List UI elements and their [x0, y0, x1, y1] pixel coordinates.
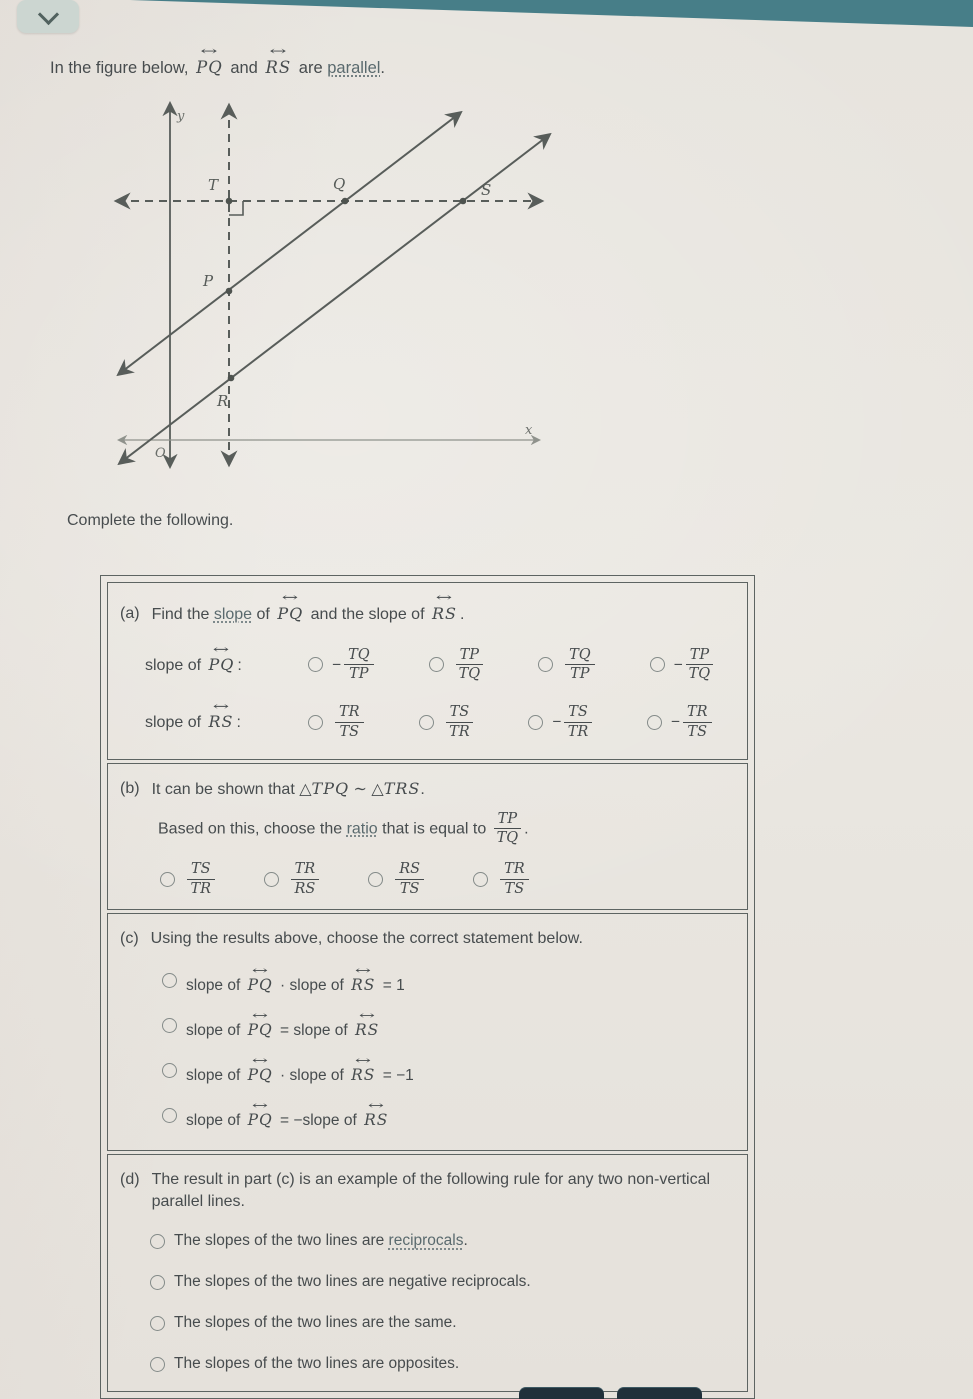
- line-letters: PQ: [247, 975, 273, 994]
- fraction-numerator: TS: [446, 704, 474, 723]
- radio-button[interactable]: [528, 715, 543, 730]
- part-a-rows: [120, 641, 735, 741]
- part-d-option-3[interactable]: [150, 1314, 735, 1332]
- radio-button[interactable]: [162, 973, 177, 988]
- fraction-numerator: TS: [187, 861, 215, 880]
- line-letters: RS: [351, 1065, 376, 1084]
- label-Q: Q: [333, 175, 346, 193]
- double-arrow-overline-icon: ↔: [252, 1054, 269, 1068]
- option-label: [443, 704, 477, 740]
- double-arrow-overline-icon: ↔: [212, 699, 230, 714]
- option-label: The slopes of the two lines are reciprocals.: [174, 1232, 468, 1250]
- part-c: [107, 913, 748, 1151]
- fraction-denominator: TP: [349, 666, 369, 683]
- fraction-numerator: TR: [683, 704, 712, 723]
- line-letters: PQ: [208, 654, 235, 674]
- option-label: [332, 704, 367, 740]
- chevron-down-icon: [37, 3, 58, 24]
- label-S: S: [481, 181, 492, 199]
- math-text: TPQ: [311, 779, 350, 798]
- line-notation: [247, 1009, 273, 1039]
- line-letters: RS: [431, 604, 457, 623]
- part-a-row1-option-4[interactable]: [650, 647, 717, 683]
- option-label: − $\frac{TP}{TQ}$: [674, 647, 717, 683]
- line-notation: [208, 699, 234, 732]
- part-d-prompt: The result in part (c) is an example of the following rule for any two non-vertical parallel lines.: [151, 1171, 711, 1210]
- radio-button[interactable]: [647, 715, 662, 730]
- desktop-background-strip: [0, 0, 973, 30]
- part-b-label: (b): [120, 780, 140, 797]
- fraction: [500, 861, 529, 897]
- part-a-row1-option-2[interactable]: [429, 647, 486, 683]
- instruction-text: Complete the following.: [67, 512, 234, 529]
- line-letters: PQ: [247, 1065, 273, 1084]
- line-letters: PQ: [247, 1110, 273, 1129]
- fraction: [564, 704, 592, 740]
- fraction-denominator: TP: [570, 666, 590, 683]
- slope-row-1: [120, 641, 735, 683]
- part-b-option-2[interactable]: [264, 861, 323, 897]
- fraction-denominator: TR: [449, 723, 470, 740]
- fraction-numerator: TR: [291, 861, 320, 880]
- x-axis-label: x: [525, 423, 533, 438]
- radio-button[interactable]: [429, 657, 444, 672]
- part-a-row2-option-4[interactable]: [647, 704, 715, 740]
- fraction: [446, 704, 474, 740]
- slope-row-options: [308, 704, 715, 740]
- part-d-option-1[interactable]: [150, 1232, 735, 1250]
- double-arrow-overline-icon: ↔: [359, 1009, 376, 1023]
- double-arrow-overline-icon: ↔: [269, 43, 287, 58]
- line-notation: [247, 1054, 273, 1084]
- fraction-denominator: TQ: [688, 666, 711, 683]
- bottom-action-bar: [519, 1387, 702, 1399]
- fraction-denominator: TQ: [458, 666, 481, 683]
- part-c-prompt: Using the results above, choose the correct statement below.: [150, 930, 583, 948]
- line-notation: [355, 1009, 380, 1039]
- definition-link[interactable]: ratio: [346, 820, 378, 837]
- line-notation: [247, 1099, 273, 1129]
- part-d-options: [150, 1232, 735, 1373]
- line-notation: [277, 590, 304, 625]
- fraction-numerator: TR: [500, 861, 529, 880]
- part-c-option-2[interactable]: [162, 1011, 735, 1040]
- bottom-action-button-2[interactable]: [617, 1387, 702, 1399]
- option-label: The slopes of the two lines are the same.: [174, 1314, 457, 1332]
- part-d-option-4[interactable]: [150, 1355, 735, 1373]
- fraction-numerator: TR: [335, 704, 364, 723]
- radio-button[interactable]: [162, 1018, 177, 1033]
- double-arrow-overline-icon: ↔: [252, 964, 269, 978]
- line-notation: [351, 964, 376, 994]
- fraction-numerator: TP: [494, 811, 521, 830]
- option-label: slope of ↔ PQ = −slope of ↔ RS: [186, 1099, 389, 1129]
- fraction-denominator: TR: [567, 723, 589, 740]
- option-label: slope of ↔ PQ = slope of ↔ RS: [186, 1009, 380, 1039]
- option-label: − $\frac{TQ}{TP}$: [332, 647, 377, 683]
- part-a-row1-option-3[interactable]: [538, 647, 598, 683]
- part-a-label: (a): [120, 605, 140, 622]
- slope-row-label: slope of ↔ PQ :: [145, 641, 242, 674]
- fraction-denominator: TS: [339, 723, 360, 740]
- part-a-prompt: Find the slope of ↔ PQ and the slope of ↔ RS .: [151, 590, 465, 623]
- origin-label: O: [155, 446, 166, 461]
- fraction: [395, 861, 424, 897]
- double-arrow-overline-icon: ↔: [282, 590, 299, 605]
- fraction: [344, 647, 374, 683]
- line-notation: [196, 43, 223, 78]
- line-notation: [265, 43, 292, 78]
- fraction-numerator: TP: [686, 647, 713, 666]
- double-arrow-overline-icon: ↔: [436, 590, 453, 605]
- part-c-option-4[interactable]: [162, 1101, 735, 1130]
- slope-row-options: [308, 647, 716, 683]
- double-arrow-overline-icon: ↔: [355, 964, 372, 978]
- definition-link[interactable]: slope: [213, 606, 253, 623]
- label-P: P: [203, 272, 214, 290]
- point-S: [460, 198, 467, 205]
- radio-button[interactable]: [162, 1063, 177, 1078]
- radio-button[interactable]: [308, 715, 323, 730]
- part-a-row2-option-1[interactable]: [308, 704, 367, 740]
- double-arrow-overline-icon: ↔: [368, 1099, 385, 1113]
- line-notation: [247, 964, 273, 994]
- part-a-row1-option-1[interactable]: [308, 647, 377, 683]
- part-b-options: [160, 861, 532, 897]
- radio-button[interactable]: [150, 1316, 165, 1331]
- option-label: The slopes of the two lines are opposites.: [174, 1355, 460, 1373]
- fraction: [291, 861, 320, 897]
- part-a-row2-option-2[interactable]: [419, 704, 477, 740]
- option-label: [497, 861, 532, 897]
- line-letters: PQ: [196, 58, 223, 77]
- part-b-prompt-line2: Based on this, choose the ratio that is equal to $\frac{TP}{TQ}$ .: [158, 810, 529, 847]
- part-d-option-2[interactable]: [150, 1273, 735, 1291]
- part-c-option-1[interactable]: [162, 966, 735, 995]
- fraction-numerator: TQ: [565, 647, 595, 666]
- part-c-label: (c): [120, 930, 139, 948]
- radio-button[interactable]: [538, 657, 553, 672]
- radio-button[interactable]: [150, 1275, 165, 1290]
- fraction: [456, 647, 483, 683]
- fraction-denominator: TS: [687, 723, 708, 740]
- definition-link[interactable]: reciprocals: [388, 1232, 464, 1250]
- option-label: − $\frac{TR}{TS}$: [671, 704, 715, 740]
- part-b-option-4[interactable]: [473, 861, 532, 897]
- option-label: [392, 861, 427, 897]
- radio-button[interactable]: [368, 872, 383, 887]
- line-letters: RS: [355, 1020, 380, 1039]
- part-b: [107, 763, 748, 910]
- fraction-denominator: TQ: [496, 830, 519, 847]
- bottom-action-button-1[interactable]: [519, 1387, 604, 1399]
- fraction-denominator: TR: [190, 880, 212, 897]
- line-letters: RS: [208, 712, 234, 732]
- option-label: − $\frac{TS}{TR}$: [552, 704, 595, 740]
- fraction: [494, 811, 521, 847]
- slope-row-label: slope of ↔ RS :: [145, 699, 241, 732]
- problem-intro: In the figure below, ↔ PQ and ↔ RS are parallel.: [50, 43, 386, 77]
- point-R: [228, 375, 235, 382]
- line-notation: [431, 590, 457, 625]
- line-letters: PQ: [247, 1020, 273, 1039]
- line-letters: PQ: [277, 604, 304, 623]
- slope-row-2: [120, 699, 735, 740]
- line-letters: RS: [364, 1110, 389, 1129]
- radio-button[interactable]: [419, 715, 434, 730]
- fraction-denominator: RS: [294, 880, 316, 897]
- part-b-option-1[interactable]: [160, 861, 218, 897]
- fraction-numerator: TS: [564, 704, 592, 723]
- point-T: [226, 198, 233, 205]
- part-c-option-3[interactable]: [162, 1056, 735, 1085]
- fraction: [335, 704, 364, 740]
- double-arrow-overline-icon: ↔: [252, 1009, 269, 1023]
- radio-button[interactable]: [162, 1108, 177, 1123]
- option-label: slope of ↔ PQ · slope of ↔ RS = 1: [186, 964, 405, 994]
- double-arrow-overline-icon: ↔: [252, 1099, 269, 1113]
- fraction: [686, 647, 713, 683]
- y-axis-label: y: [177, 109, 185, 124]
- part-d: [107, 1154, 748, 1392]
- line-notation: [208, 641, 235, 674]
- problem-box: [100, 575, 755, 1399]
- fraction-denominator: TS: [504, 880, 525, 897]
- point-Q: [342, 198, 349, 205]
- collapse-button[interactable]: [17, 0, 79, 33]
- coordinate-figure: [105, 90, 565, 490]
- option-label: slope of ↔ PQ · slope of ↔ RS = −1: [186, 1054, 414, 1084]
- line-letters: RS: [265, 58, 292, 77]
- label-T: T: [208, 176, 219, 194]
- option-label: [562, 647, 598, 683]
- definition-link[interactable]: parallel: [327, 59, 381, 77]
- radio-button[interactable]: [308, 657, 323, 672]
- double-arrow-overline-icon: ↔: [213, 641, 230, 656]
- radio-button[interactable]: [473, 872, 488, 887]
- fraction-numerator: RS: [395, 861, 424, 880]
- part-a-row2-option-3[interactable]: [528, 704, 595, 740]
- fraction-numerator: TP: [456, 647, 483, 666]
- label-R: R: [217, 392, 229, 410]
- double-arrow-overline-icon: ↔: [200, 43, 218, 58]
- option-label: The slopes of the two lines are negative reciprocals.: [174, 1273, 531, 1291]
- radio-button[interactable]: [650, 657, 665, 672]
- fraction: [187, 861, 215, 897]
- part-d-label: (d): [120, 1171, 140, 1189]
- part-b-option-3[interactable]: [368, 861, 427, 897]
- line-notation: [351, 1054, 376, 1084]
- option-label: [453, 647, 486, 683]
- fraction-numerator: TQ: [344, 647, 374, 666]
- radio-button[interactable]: [150, 1357, 165, 1372]
- fraction-denominator: TS: [399, 880, 420, 897]
- part-a: [107, 582, 748, 760]
- line-letters: RS: [351, 975, 376, 994]
- double-arrow-overline-icon: ↔: [355, 1054, 372, 1068]
- point-P: [226, 288, 233, 295]
- part-b-prompt-line1: It can be shown that △TPQ ∼ △TRS.: [151, 779, 425, 798]
- math-text: TRS: [383, 779, 421, 798]
- radio-button[interactable]: [150, 1234, 165, 1249]
- fraction: [565, 647, 595, 683]
- part-c-options: [162, 966, 735, 1130]
- option-label: [288, 861, 323, 897]
- radio-button[interactable]: [160, 872, 175, 887]
- radio-button[interactable]: [264, 872, 279, 887]
- line-notation: [364, 1099, 389, 1129]
- fraction: [683, 704, 712, 740]
- option-label: [184, 861, 218, 897]
